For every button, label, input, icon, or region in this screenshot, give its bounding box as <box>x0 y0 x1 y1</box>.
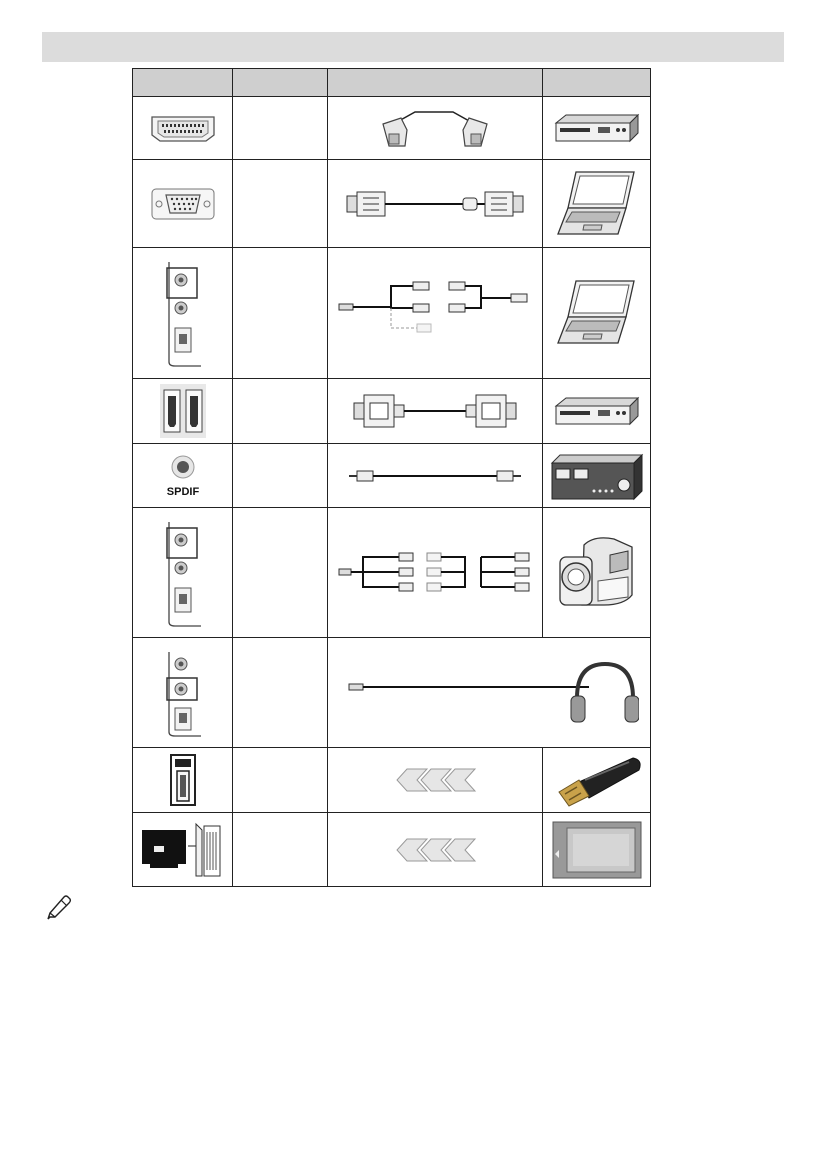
pencil-note-icon <box>44 893 72 921</box>
col-header-connector <box>133 69 233 97</box>
table-row <box>133 748 651 813</box>
connection-type-cell <box>233 748 328 813</box>
connection-type-cell <box>233 638 328 748</box>
dvd-recorder-icon <box>543 379 651 444</box>
vga-port-icon <box>133 160 233 248</box>
insert-arrows-icon <box>328 813 543 887</box>
laptop-icon <box>543 160 651 248</box>
connection-type-cell <box>233 97 328 160</box>
coaxial-cable-icon <box>328 444 543 508</box>
usb-port-icon <box>133 748 233 813</box>
hdmi-cable-icon <box>328 379 543 444</box>
headphone-cable-icon <box>328 638 651 748</box>
hdmi-ports-icon <box>133 379 233 444</box>
connection-type-cell <box>233 508 328 638</box>
table-row <box>133 638 651 748</box>
table-row <box>133 379 651 444</box>
col-header-device <box>543 69 651 97</box>
side-av-panel-icon <box>133 638 233 748</box>
usb-stick-icon <box>543 748 651 813</box>
connection-type-cell <box>233 379 328 444</box>
ci-slot-tv-icon <box>133 813 233 887</box>
connection-type-cell <box>233 248 328 379</box>
scart-cable-icon <box>328 97 543 160</box>
scart-port-icon <box>133 97 233 160</box>
headphones-icon <box>571 664 639 722</box>
vga-cable-icon <box>328 160 543 248</box>
table-header-row <box>133 69 651 97</box>
table-row <box>133 97 651 160</box>
table-row <box>133 813 651 887</box>
connection-type-cell <box>233 444 328 508</box>
table-row <box>133 508 651 638</box>
table-row <box>133 444 651 508</box>
insert-arrows-icon <box>328 748 543 813</box>
side-av-panel-icon <box>133 508 233 638</box>
dvd-recorder-icon <box>543 97 651 160</box>
laptop-icon <box>543 248 651 379</box>
side-av-panel-icon <box>133 248 233 379</box>
table-row <box>133 160 651 248</box>
audio-adapter-cable-icon <box>328 248 543 379</box>
connections-table <box>132 68 651 887</box>
connection-type-cell <box>233 160 328 248</box>
col-header-type <box>233 69 328 97</box>
av-cable-icon <box>328 508 543 638</box>
camcorder-icon <box>543 508 651 638</box>
table-row <box>133 248 651 379</box>
col-header-cables <box>328 69 543 97</box>
spdif-port-icon <box>133 444 233 508</box>
spdif-label: SPDIF <box>166 485 199 498</box>
cam-module-icon <box>543 813 651 887</box>
connection-type-cell <box>233 813 328 887</box>
section-title-bar <box>42 32 784 62</box>
audio-amplifier-icon <box>543 444 651 508</box>
